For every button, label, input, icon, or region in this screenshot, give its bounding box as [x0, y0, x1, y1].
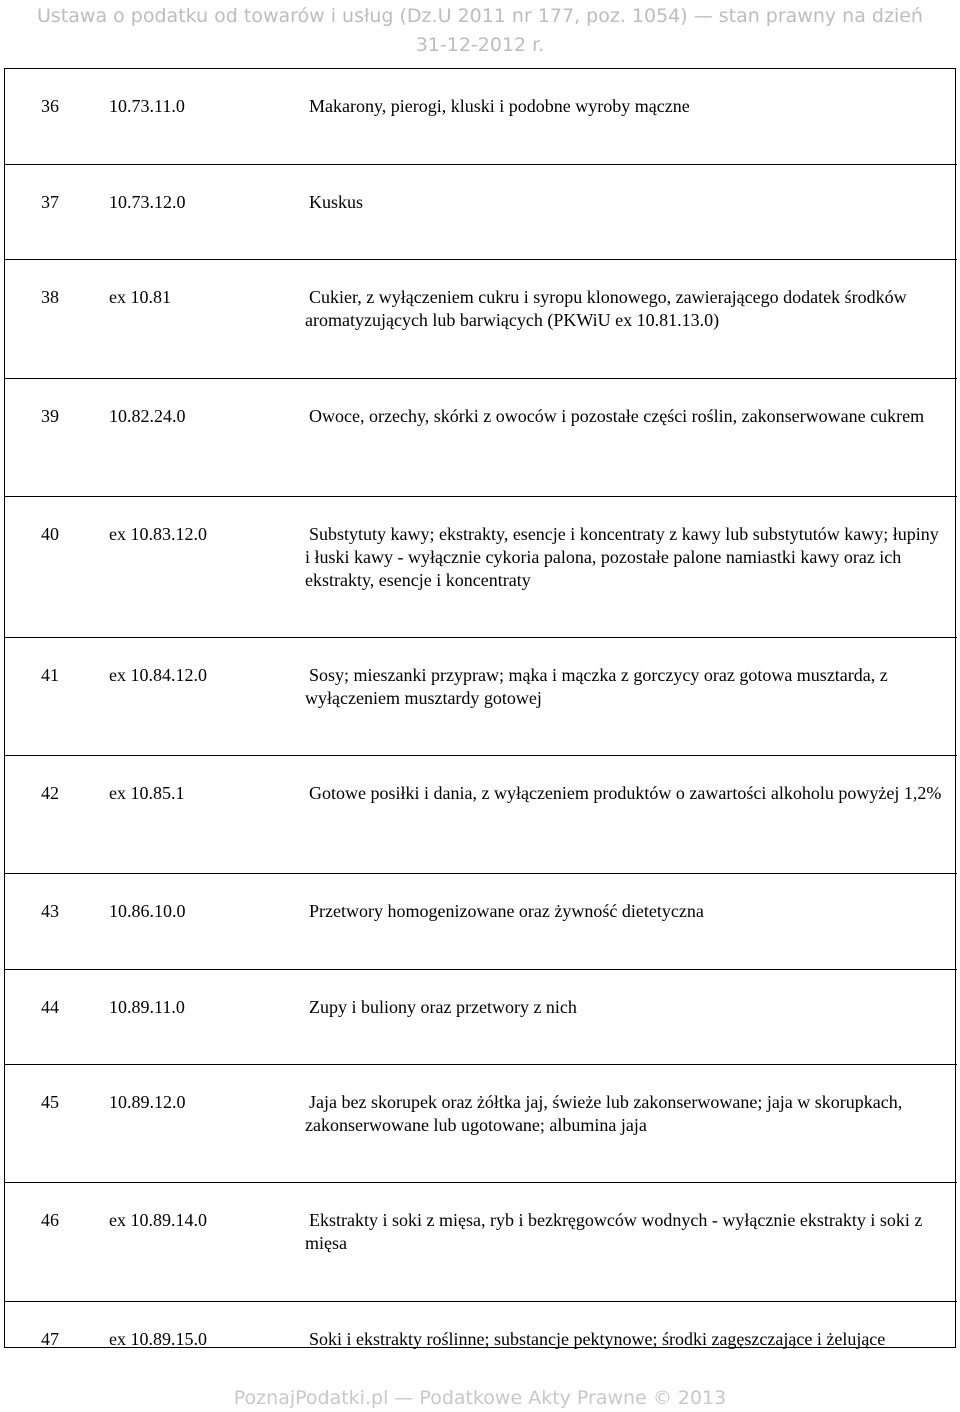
table-row: [5, 69, 957, 164]
table-row: [5, 1301, 957, 1347]
pkwiu-code: 10.89.11.0: [109, 997, 185, 1017]
goods-description: Ekstrakty i soki z mięsa, ryb i bezkręgowców wodnych - wyłącznie ekstrakty i soki z mięsa: [305, 1210, 923, 1253]
page-header: [0, 0, 960, 60]
pkwiu-code: ex 10.81: [109, 287, 171, 307]
row-number: 38: [41, 287, 59, 307]
pkwiu-code: 10.86.10.0: [109, 901, 186, 921]
pkwiu-code: 10.89.12.0: [109, 1092, 186, 1112]
table-row: [5, 1064, 957, 1182]
goods-description: Kuskus: [309, 192, 364, 212]
pkwiu-code: ex 10.89.14.0: [109, 1210, 207, 1230]
pkwiu-code: ex 10.83.12.0: [109, 524, 207, 544]
row-number: 42: [41, 783, 59, 803]
goods-description: Makarony, pierogi, kluski i podobne wyroby mączne: [309, 96, 690, 116]
row-number: 47: [41, 1329, 59, 1349]
pkwiu-code: ex 10.85.1: [109, 783, 185, 803]
pkwiu-code: ex 10.84.12.0: [109, 665, 207, 685]
goods-description: Substytuty kawy; ekstrakty, esencje i koncentraty z kawy lub substytutów kawy; łupiny i łuski kawy - wyłącznie cykoria palona, pozostałe palone namiastki kawy oraz ich ekstrakty, esencje i koncentraty: [305, 524, 939, 590]
row-number: 44: [41, 997, 59, 1017]
table-row: [5, 969, 957, 1064]
goods-description: Przetwory homogenizowane oraz żywność dietetyczna: [309, 901, 704, 921]
row-number: 40: [41, 524, 59, 544]
header-title: Ustawa o podatku od towarów i usług (Dz.U 2011 nr 177, poz. 1054) — stan prawny na dzień: [37, 5, 923, 27]
row-number: 36: [41, 96, 59, 116]
page-footer: PoznajPodatki.pl — Podatkowe Akty Prawne © 2013: [233, 1387, 727, 1409]
table-row: [5, 637, 957, 755]
pkwiu-code: 10.82.24.0: [109, 406, 186, 426]
goods-description: Zupy i buliony oraz przetwory z nich: [309, 997, 577, 1017]
pkwiu-code: ex 10.89.15.0: [109, 1329, 207, 1349]
row-number: 45: [41, 1092, 59, 1112]
goods-description: Soki i ekstrakty roślinne; substancje pektynowe; środki zagęszczające i żelujące: [309, 1329, 886, 1349]
header-date: 31-12-2012 r.: [415, 34, 545, 56]
goods-description: Owoce, orzechy, skórki z owoców i pozostałe części roślin, zakonserwowane cukrem: [309, 406, 925, 426]
table-row: [5, 1182, 957, 1301]
table-row: [5, 873, 957, 969]
table-row: [5, 378, 957, 496]
goods-description: Sosy; mieszanki przypraw; mąka i mączka z gorczycy oraz gotowa musztarda, z wyłączeniem musztardy gotowej: [305, 665, 888, 708]
table-row: [5, 259, 957, 378]
goods-description: Gotowe posiłki i dania, z wyłączeniem produktów o zawartości alkoholu powyżej 1,2%: [309, 783, 942, 803]
pkwiu-code: 10.73.11.0: [109, 96, 185, 116]
goods-table: [4, 68, 956, 1348]
goods-description: Cukier, z wyłączeniem cukru i syropu klonowego, zawierającego dodatek środków aromatyzujących lub barwiących (PKWiU ex 10.81.13.0): [305, 287, 907, 330]
table-row: [5, 755, 957, 873]
table-row: [5, 496, 957, 637]
goods-description: Jaja bez skorupek oraz żółtka jaj, świeże lub zakonserwowane; jaja w skorupkach, zakonserwowane lub ugotowane; albumina jaja: [305, 1092, 903, 1135]
row-number: 43: [41, 901, 59, 921]
row-number: 41: [41, 665, 59, 685]
pkwiu-code: 10.73.12.0: [109, 192, 186, 212]
row-number: 39: [41, 406, 59, 426]
table-row: [5, 164, 957, 259]
row-number: 46: [41, 1210, 59, 1230]
row-number: 37: [41, 192, 59, 212]
